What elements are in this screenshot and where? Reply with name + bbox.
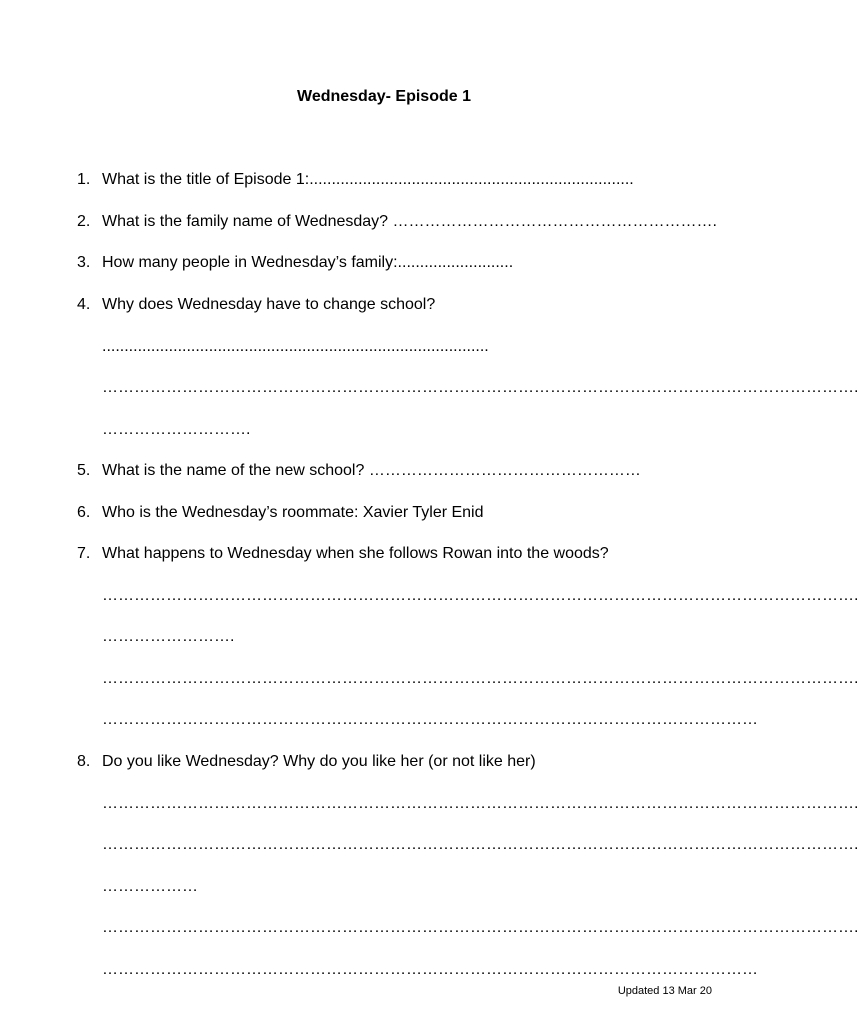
answer-line: ……………………………………………………………………………………………………………………………. bbox=[102, 379, 858, 396]
question-number: 8. bbox=[77, 753, 91, 770]
answer-line: …………………………………………………………………………………………………………… bbox=[102, 961, 758, 978]
question-number: 7. bbox=[77, 545, 91, 562]
question-text: Why does Wednesday have to change school? bbox=[102, 296, 436, 313]
question-number: 6. bbox=[77, 504, 91, 521]
updated-date: Updated 13 Mar 20 bbox=[617, 985, 712, 997]
answer-line: …………………………………………………………………………………………………………… bbox=[102, 711, 758, 728]
question-text: How many people in Wednesday’s family:.......................... bbox=[102, 254, 514, 271]
question-number: 5. bbox=[77, 462, 91, 479]
answer-line: ……………………………………………………………………………………………………………………………. bbox=[102, 670, 858, 687]
question-text: What is the name of the new school? …………………………………………… bbox=[102, 462, 641, 479]
question-text: What is the family name of Wednesday? ……………………………………………………. bbox=[102, 213, 717, 230]
answer-line: ………………………. bbox=[102, 421, 251, 438]
question-text: What is the title of Episode 1:......................................................................... bbox=[102, 171, 634, 188]
question-text: Who is the Wednesday’s roommate: Xavier Tyler Enid bbox=[102, 504, 484, 521]
answer-line: ....................................................................................... bbox=[102, 338, 489, 355]
question-number: 2. bbox=[77, 213, 91, 230]
answer-line: ……………………………………………………………………………………………………………………………. bbox=[102, 587, 858, 604]
answer-line: ……………………………………………………………………………………………………………………………. bbox=[102, 919, 858, 936]
answer-line: ……………… bbox=[102, 878, 198, 895]
question-number: 4. bbox=[77, 296, 91, 313]
question-number: 3. bbox=[77, 254, 91, 271]
question-text: Do you like Wednesday? Why do you like her (or not like her) bbox=[102, 753, 536, 770]
answer-line: ……………………. bbox=[102, 628, 235, 645]
question-text: What happens to Wednesday when she follows Rowan into the woods? bbox=[102, 545, 609, 562]
answer-line: ……………………………………………………………………………………………………………………………. bbox=[102, 795, 858, 812]
question-number: 1. bbox=[77, 171, 91, 188]
document-title: Wednesday- Episode 1 bbox=[297, 88, 471, 105]
answer-line: ……………………………………………………………………………………………………………………………. bbox=[102, 836, 858, 853]
